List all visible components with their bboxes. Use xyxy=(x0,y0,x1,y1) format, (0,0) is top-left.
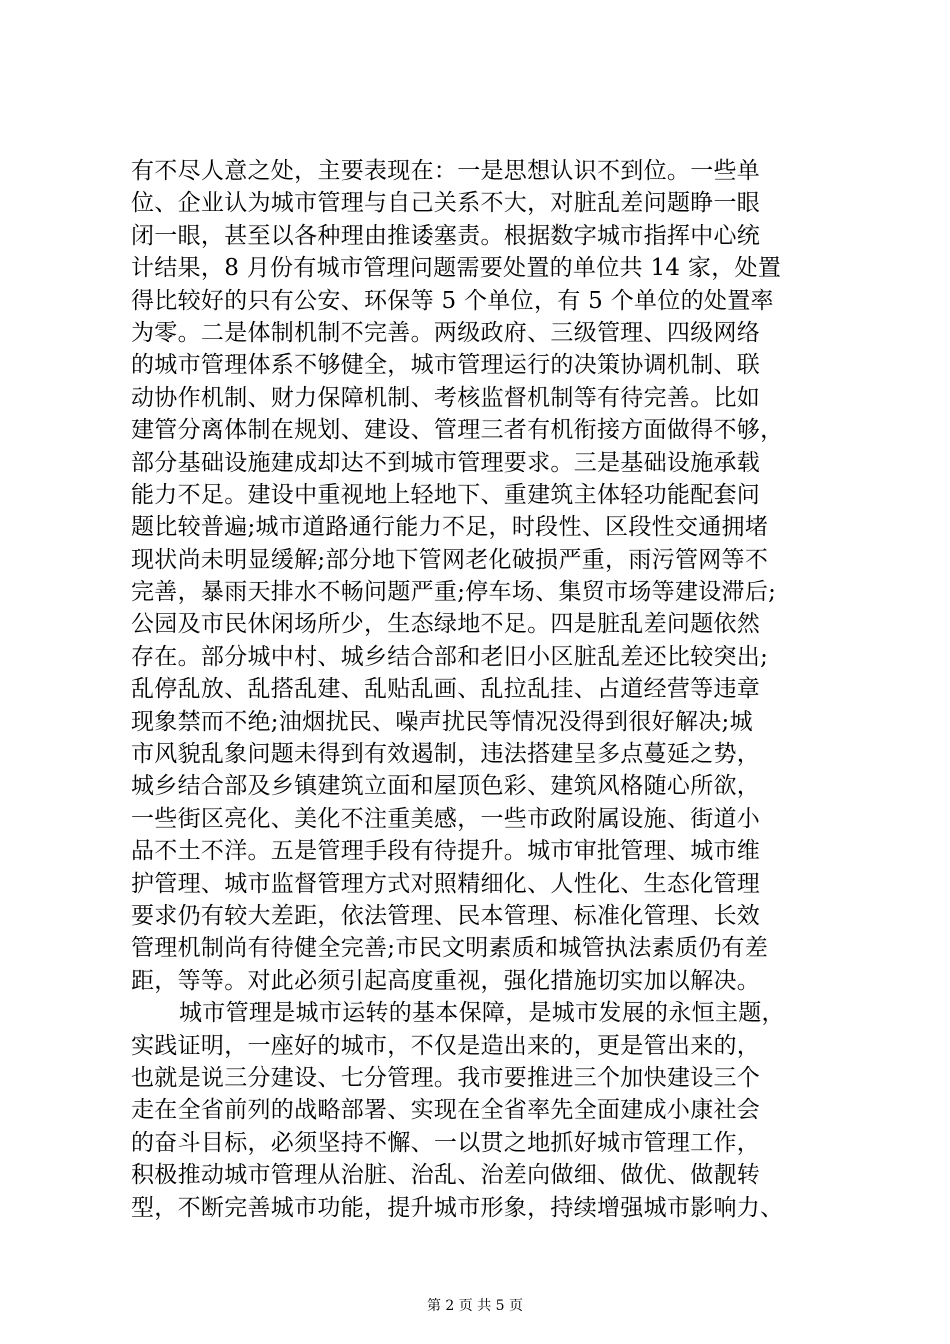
text-line: 品不土不洋。五是管理手段有待提升。城市审批管理、城市维 xyxy=(131,838,761,865)
text-line: 位、企业认为城市管理与自己关系不大，对脏乱差问题睁一眼 xyxy=(131,190,761,217)
text-line: 动协作机制、财力保障机制、考核监督机制等有待完善。比如 xyxy=(131,384,761,411)
page-footer: 第 2 页 共 5 页 xyxy=(426,1298,524,1314)
text-line: 管理机制尚有待健全完善;市民文明素质和城管执法素质仍有差 xyxy=(131,935,769,962)
text-line: 建管分离体制在规划、建设、管理三者有机衔接方面做得不够， xyxy=(131,417,784,444)
text-line: 乱停乱放、乱搭乱建、乱贴乱画、乱拉乱挂、占道经营等违章 xyxy=(131,676,761,703)
text-line: 型，不断完善城市功能，提升城市形象，持续增强城市影响力、 xyxy=(131,1194,784,1221)
text-line: 能力不足。建设中重视地上轻地下、重建筑主体轻功能配套问 xyxy=(131,481,761,508)
text-line: 计结果，8 月份有城市管理问题需要处置的单位共 14 家，处置 xyxy=(131,255,782,282)
text-line: 有不尽人意之处，主要表现在：一是思想认识不到位。一些单 xyxy=(131,158,761,184)
text-line: 公园及市民休闲场所少，生态绿地不足。四是脏乱差问题依然 xyxy=(131,611,761,638)
text-line: 为零。二是体制机制不完善。两级政府、三级管理、四级网络 xyxy=(131,319,761,346)
text-line: 得比较好的只有公安、环保等 5 个单位，有 5 个单位的处置率 xyxy=(131,287,774,314)
text-line: 现状尚未明显缓解;部分地下管网老化破损严重，雨污管网等不 xyxy=(131,546,769,573)
text-line: 现象禁而不绝;油烟扰民、噪声扰民等情况没得到很好解决;城 xyxy=(131,708,753,735)
text-line: 走在全省前列的战略部署、实现在全省率先全面建成小康社会 xyxy=(131,1097,761,1124)
text-line: 的奋斗目标，必须坚持不懈、一以贯之地抓好城市管理工作， xyxy=(131,1129,761,1156)
text-line: 存在。部分城中村、城乡结合部和老旧小区脏乱差还比较突出; xyxy=(131,643,769,670)
text-line: 闭一眼，甚至以各种理由推诿塞责。根据数字城市指挥中心统 xyxy=(131,222,761,249)
text-line: 的城市管理体系不够健全，城市管理运行的决策协调机制、联 xyxy=(131,352,761,379)
paragraph-first-line: 城市管理是城市运转的基本保障，是城市发展的永恒主题， xyxy=(179,1000,785,1027)
text-line: 要求仍有较大差距，依法管理、民本管理、标准化管理、长效 xyxy=(131,902,761,929)
text-line: 护管理、城市监督管理方式对照精细化、人性化、生态化管理 xyxy=(131,870,761,897)
body-text xyxy=(131,155,821,1224)
text-line: 积极推动城市管理从治脏、治乱、治差向做细、做优、做靓转 xyxy=(131,1162,761,1189)
text-line: 距，等等。对此必须引起高度重视，强化措施切实加以解决。 xyxy=(131,967,761,994)
text-line: 部分基础设施建成却达不到城市管理要求。三是基础设施承载 xyxy=(131,449,761,476)
text-line: 也就是说三分建设、七分管理。我市要推进三个加快建设三个 xyxy=(131,1064,761,1091)
text-line: 市风貌乱象问题未得到有效遏制，违法搭建呈多点蔓延之势， xyxy=(131,741,761,768)
text-line: 完善，暴雨天排水不畅问题严重;停车场、集贸市场等建设滞后; xyxy=(131,579,777,606)
text-line: 实践证明，一座好的城市，不仅是造出来的，更是管出来的， xyxy=(131,1032,761,1059)
text-line: 题比较普遍;城市道路通行能力不足，时段性、区段性交通拥堵 xyxy=(131,514,769,541)
text-line: 一些街区亮化、美化不注重美感，一些市政附属设施、街道小 xyxy=(131,805,761,832)
text-line: 城乡结合部及乡镇建筑立面和屋顶色彩、建筑风格随心所欲， xyxy=(131,773,761,800)
